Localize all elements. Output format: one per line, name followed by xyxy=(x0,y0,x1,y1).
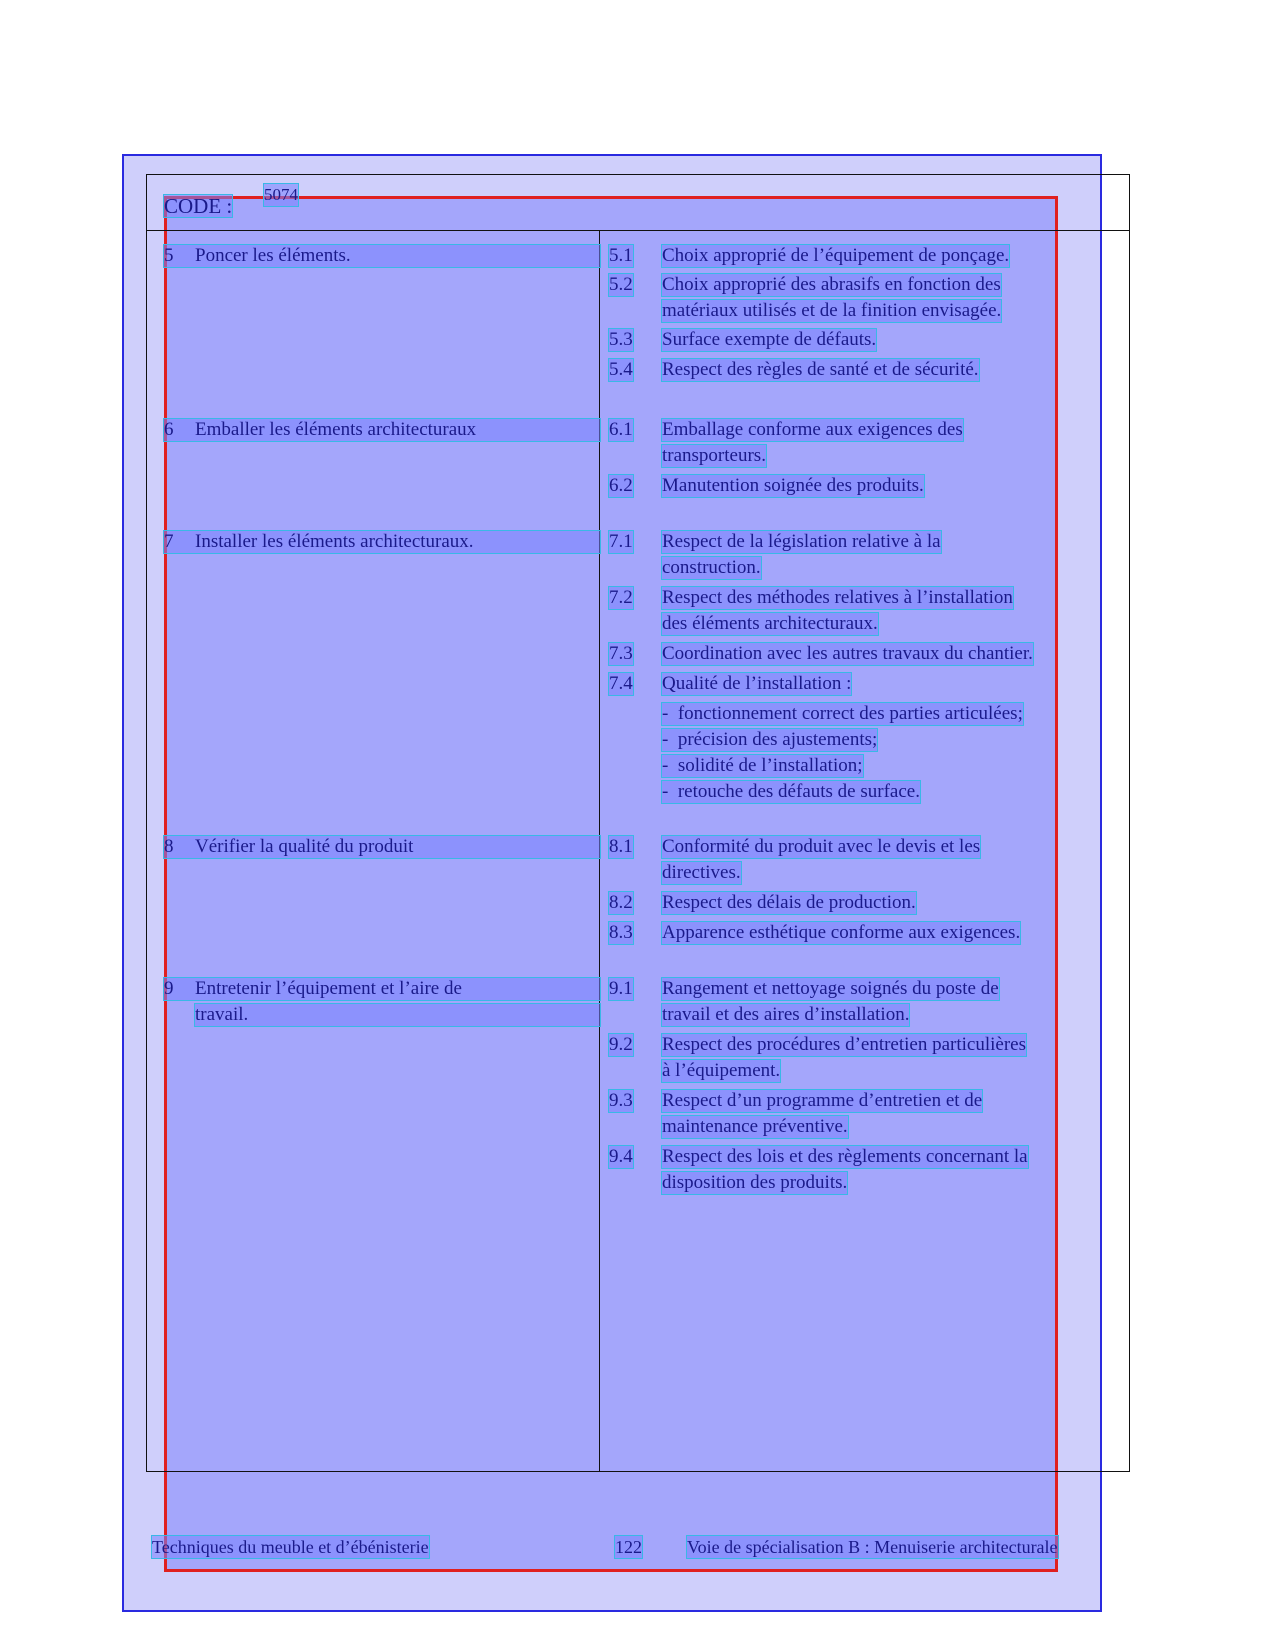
footer-left: Techniques du meuble et d’ébénisterie xyxy=(152,1537,429,1557)
task-label: Emballer les éléments architecturaux xyxy=(195,419,477,440)
task-number: 6 xyxy=(164,419,174,440)
criterion-text: Emballage conforme aux exigences des xyxy=(662,419,963,440)
criterion-text: Respect des lois et des règlements concernant la xyxy=(662,1146,1028,1167)
criterion-text: construction. xyxy=(662,557,761,578)
criterion-text: à l’équipement. xyxy=(662,1060,781,1081)
code-value: 5074 xyxy=(264,185,298,204)
criterion-number: 6.1 xyxy=(609,419,633,440)
sub-item-text: solidité de l’installation; xyxy=(677,755,863,776)
criterion-text: Surface exempte de défauts. xyxy=(662,329,877,350)
task-number: 9 xyxy=(164,978,174,999)
table-frame xyxy=(146,174,1130,1472)
task-row xyxy=(164,245,600,267)
criterion-number: 5.1 xyxy=(609,245,633,266)
criterion-number: 8.1 xyxy=(609,836,633,857)
task-label-continued: travail. xyxy=(195,1004,600,1026)
task-label: Poncer les éléments. xyxy=(195,245,351,266)
sub-item-text: précision des ajustements; xyxy=(677,729,878,750)
criterion-number: 7.4 xyxy=(609,673,633,694)
criterion-text: transporteurs. xyxy=(662,445,766,466)
criterion-number: 8.2 xyxy=(609,892,633,913)
criterion-text: matériaux utilisés et de la finition envisagée. xyxy=(662,300,1002,321)
criterion-text: Conformité du produit avec le devis et les xyxy=(662,836,981,857)
sub-item: - solidité de l’installation; xyxy=(662,755,863,776)
task-row xyxy=(164,836,600,858)
task-label: Entretenir l’équipement et l’aire de xyxy=(195,978,462,999)
criterion-number: 9.1 xyxy=(609,978,633,999)
task-number: 5 xyxy=(164,245,174,266)
criterion-text: des éléments architecturaux. xyxy=(662,613,878,634)
criterion-text: Respect des règles de santé et de sécurité. xyxy=(662,359,979,380)
task-number: 8 xyxy=(164,836,174,857)
criterion-text: Rangement et nettoyage soignés du poste de xyxy=(662,978,999,999)
criterion-text: directives. xyxy=(662,862,741,883)
criterion-number: 5.2 xyxy=(609,274,633,295)
sub-item-text: fonctionnement correct des parties articulées; xyxy=(677,703,1023,724)
criterion-text: Respect d’un programme d’entretien et de xyxy=(662,1090,983,1111)
criterion-text: Apparence esthétique conforme aux exigences. xyxy=(662,922,1021,943)
criterion-number: 7.2 xyxy=(609,587,633,608)
sub-item: - précision des ajustements; xyxy=(662,729,878,750)
criterion-number: 7.3 xyxy=(609,643,633,664)
sub-item: - retouche des défauts de surface. xyxy=(662,781,920,802)
sub-item: - fonctionnement correct des parties articulées; xyxy=(662,703,1023,724)
criterion-text: Coordination avec les autres travaux du chantier. xyxy=(662,643,1033,664)
criterion-text: Respect des procédures d’entretien particulières xyxy=(662,1034,1027,1055)
criterion-text: Respect des méthodes relatives à l’installation xyxy=(662,587,1013,608)
criterion-text: travail et des aires d’installation. xyxy=(662,1004,910,1025)
criterion-text: Respect de la législation relative à la xyxy=(662,531,941,552)
criterion-text: Respect des délais de production. xyxy=(662,892,916,913)
criterion-number: 6.2 xyxy=(609,475,633,496)
page-number: 122 xyxy=(615,1537,642,1557)
footer-right: Voie de spécialisation B : Menuiserie architecturale xyxy=(687,1537,1058,1557)
criterion-text: Choix approprié des abrasifs en fonction des xyxy=(662,274,1001,295)
task-label: Installer les éléments architecturaux. xyxy=(195,531,474,552)
task-number: 7 xyxy=(164,531,174,552)
criterion-number: 5.3 xyxy=(609,329,633,350)
criterion-text: Choix approprié de l’équipement de ponçage. xyxy=(662,245,1010,266)
task-row xyxy=(164,419,600,441)
table-header-divider xyxy=(146,230,1130,231)
criterion-number: 7.1 xyxy=(609,531,633,552)
sub-item-text: retouche des défauts de surface. xyxy=(677,781,920,802)
criterion-number: 8.3 xyxy=(609,922,633,943)
task-row xyxy=(164,531,600,553)
criterion-number: 5.4 xyxy=(609,359,633,380)
criterion-number: 9.4 xyxy=(609,1146,633,1167)
criterion-number: 9.3 xyxy=(609,1090,633,1111)
criterion-number: 9.2 xyxy=(609,1034,633,1055)
criterion-text: Manutention soignée des produits. xyxy=(662,475,924,496)
criterion-text: Qualité de l’installation : xyxy=(662,673,852,694)
task-row xyxy=(164,978,600,1000)
code-label: CODE : xyxy=(164,194,233,218)
criterion-text: disposition des produits. xyxy=(662,1172,848,1193)
task-label: Vérifier la qualité du produit xyxy=(195,836,414,857)
criterion-text: maintenance préventive. xyxy=(662,1116,848,1137)
